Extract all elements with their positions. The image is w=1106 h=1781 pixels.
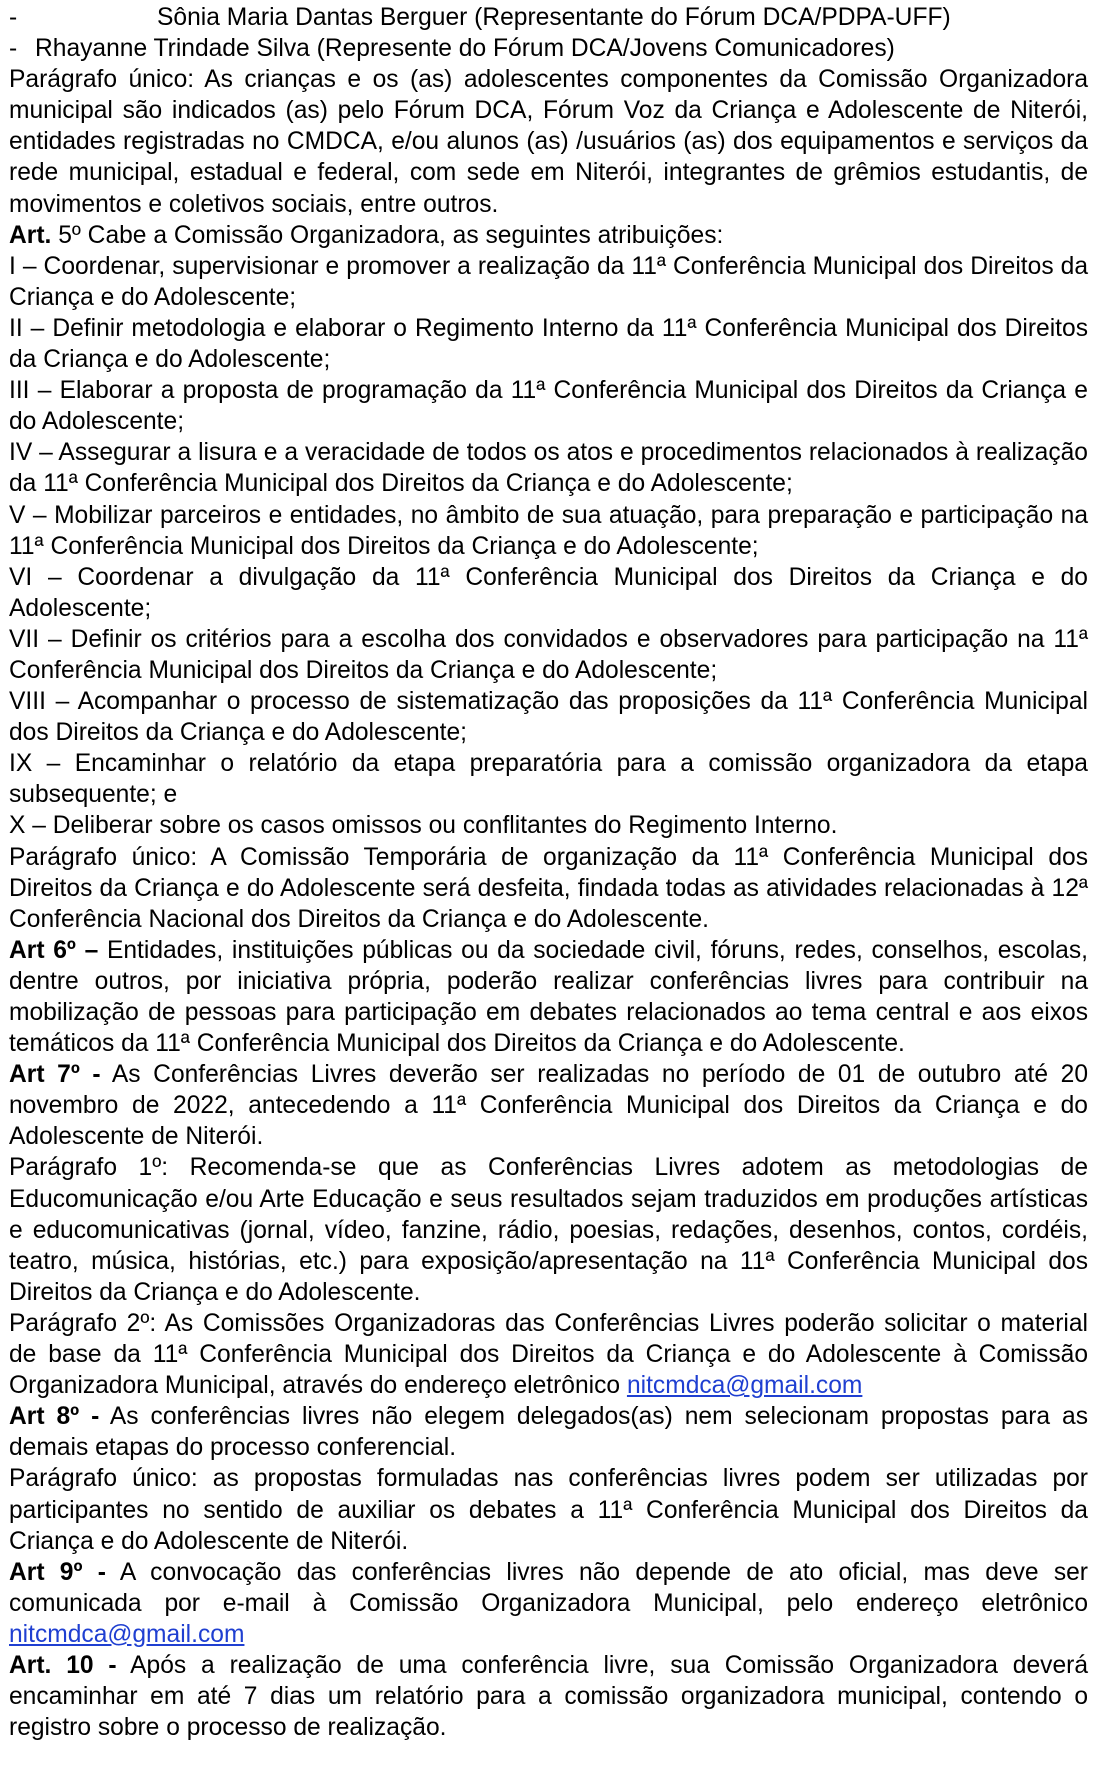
art5-item-vii: VII – Definir os critérios para a escolha dos convidados e observadores para participação na 11ª Conferência Municipal dos Direitos da Criança e do Adolescente; (9, 625, 1088, 684)
art9-paragraph (9, 1557, 1088, 1650)
art7-paragrafo-2-text: Parágrafo 2º: As Comissões Organizadoras das Conferências Livres poderão solicitar o material de base da 11ª Conferência Municipal dos Direitos da Criança e do Adolescente à Comissão Organizadora Municipal, através do endereço eletrônico (9, 1309, 1088, 1400)
member-item (9, 33, 1088, 64)
art8-paragrafo-unico: Parágrafo único: as propostas formuladas nas conferências livres podem ser utilizadas por participantes no sentido de auxiliar os debates a 11ª Conferência Municipal dos Direitos da Criança e do Adolescente de Niterói. (9, 1465, 1088, 1555)
list-dash: - (9, 4, 18, 31)
art6-label: Art 6º – (9, 936, 99, 964)
art10-paragraph (9, 1650, 1088, 1743)
art7-text: As Conferências Livres deverão ser realizadas no período de 01 de outubro até 20 novembro de 2022, antecedendo a 11ª Conferência Municipal dos Direitos da Criança e do Adolescente de Niterói. (9, 1061, 1088, 1151)
art5-label: Art. (9, 221, 52, 249)
art6-text: Entidades, instituições públicas ou da sociedade civil, fóruns, redes, conselhos, escolas, dentre outros, por iniciativa própria, poderão realizar conferências livres para contribuir na mobilização de pessoas para participação em debates relacionados ao tema central e aos eixos temáticos da 11ª Conferência Municipal dos Direitos da Criança e do Adolescente. (9, 936, 1088, 1058)
art5-item-ii: II – Definir metodologia e elaborar o Regimento Interno da 11ª Conferência Municipal dos Direitos da Criança e do Adolescente; (9, 314, 1088, 374)
art5-item-vi: VI – Coordenar a divulgação da 11ª Conferência Municipal dos Direitos da Criança e do Adolescente; (9, 563, 1088, 622)
member-name: Sônia Maria Dantas Berguer (Representante do Fórum DCA/PDPA-UFF) (157, 4, 951, 31)
art7-label: Art 7º - (9, 1061, 101, 1089)
art5-heading (9, 220, 1088, 251)
art5-item-iv: IV – Assegurar a lisura e a veracidade de todos os atos e procedimentos relacionados à realização da 11ª Conferência Municipal dos Direitos da Criança e do Adolescente; (9, 439, 1088, 498)
art10-text: Após a realização de uma conferência livre, sua Comissão Organizadora deverá encaminhar em até 7 dias um relatório para a comissão organizadora municipal, contendo o registro sobre o processo de realização. (9, 1651, 1088, 1742)
art7-paragrafo-1: Parágrafo 1º: Recomenda-se que as Conferências Livres adotem as metodologias de Educomunicação e/ou Arte Educação e seus resultados sejam traduzidos em produções artísticas e educomunicativas (jornal, vídeo, fanzine, rádio, poesias, redações, desenhos, contos, cordéis, teatro, música, histórias, etc.) para exposição/apresentação na 11ª Conferência Municipal dos Direitos da Criança e do Adolescente. (9, 1154, 1088, 1306)
art5-item-iii: III – Elaborar a proposta de programação da 11ª Conferência Municipal dos Direitos da Criança e do Adolescente; (9, 377, 1088, 436)
art5-item-viii: VIII – Acompanhar o processo de sistematização das proposições da 11ª Conferência Municipal dos Direitos da Criança e do Adolescente; (9, 688, 1088, 747)
art10-label: Art. 10 - (9, 1651, 117, 1679)
email-link[interactable]: nitcmdca@gmail.com (9, 1620, 245, 1648)
member-item (9, 2, 1088, 33)
art7-paragrafo-2 (9, 1308, 1088, 1401)
art4-paragrafo-unico: Parágrafo único: As crianças e os (as) adolescentes componentes da Comissão Organizadora municipal são indicados (as) pelo Fórum DCA, Fórum Voz da Criança e Adolescente de Niterói, entidades registradas no CMDCA, e/ou alunos (as) /usuários (as) dos equipamentos e serviços da rede municipal, estadual e federal, com sede em Niterói, integrantes de grêmios estudantis, de movimentos e coletivos sociais, entre outros. (9, 66, 1088, 218)
email-link[interactable]: nitcmdca@gmail.com (626, 1372, 863, 1400)
art8-paragraph (9, 1401, 1088, 1463)
art9-label: Art 9º - (9, 1558, 106, 1586)
art8-text: As conferências livres não elegem delegados(as) nem selecionam propostas para as demais etapas do processo conferencial. (9, 1403, 1088, 1462)
art9-text: A convocação das conferências livres não depende de ato oficial, mas deve ser comunicada por e-mail à Comissão Organizadora Municipal, pelo endereço eletrônico (9, 1558, 1088, 1617)
art5-item-v: V – Mobilizar parceiros e entidades, no âmbito de sua atuação, para preparação e participação na 11ª Conferência Municipal dos Direitos da Criança e do Adolescente; (9, 501, 1088, 560)
art7-paragraph (9, 1059, 1088, 1152)
art5-intro: 5º Cabe a Comissão Organizadora, as seguintes atribuições: (51, 221, 724, 249)
art5-paragrafo-unico: Parágrafo único: A Comissão Temporária de organização da 11ª Conferência Municipal dos Direitos da Criança e do Adolescente será desfeita, findada todas as atividades relacionadas à 12ª Conferência Nacional dos Direitos da Criança e do Adolescente. (9, 843, 1088, 933)
art5-item-x: X – Deliberar sobre os casos omissos ou conflitantes do Regimento Interno. (9, 812, 838, 840)
art8-label: Art 8º - (9, 1403, 100, 1431)
art5-item-ix: IX – Encaminhar o relatório da etapa preparatória para a comissão organizadora da etapa subsequente; e (9, 750, 1088, 809)
list-dash: - (9, 35, 18, 63)
art5-item-i: I – Coordenar, supervisionar e promover a realização da 11ª Conferência Municipal dos Direitos da Criança e do Adolescente; (9, 252, 1088, 311)
member-name: Rhayanne Trindade Silva (Represente do Fórum DCA/Jovens Comunicadores) (35, 35, 895, 63)
art6-paragraph (9, 935, 1088, 1059)
